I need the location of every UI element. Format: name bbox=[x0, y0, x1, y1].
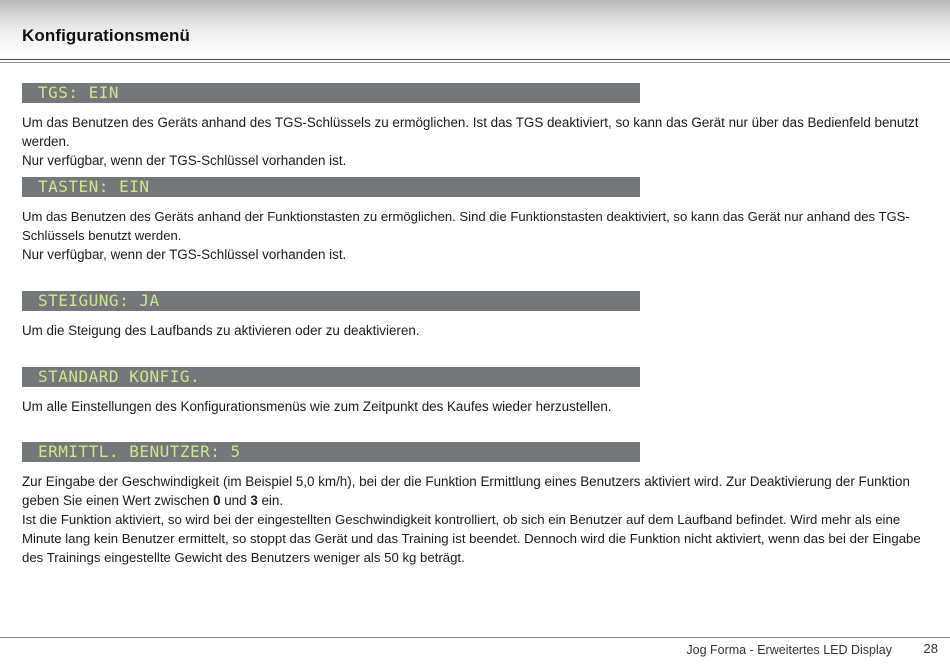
description-tgs bbox=[22, 113, 932, 170]
footer-divider bbox=[0, 637, 950, 638]
header-divider-secondary bbox=[0, 62, 950, 63]
lcd-display-tgs: TGS: EIN bbox=[22, 83, 640, 103]
text-segment: Zur Eingabe der Geschwindigkeit (im Beispiel 5,0 km/h), bei der die Funktion Ermittlung eines Benutzers aktiviert wird. Zur Deaktivierung der Funktion geben Sie einen Wert zwischen bbox=[22, 474, 910, 508]
description-tasten bbox=[22, 207, 932, 264]
description-ermittl-benutzer bbox=[22, 472, 932, 567]
description-standard-konfig bbox=[22, 397, 932, 416]
page-header bbox=[0, 0, 950, 60]
description-line: Um das Benutzen des Geräts anhand der Funktionstasten zu ermöglichen. Sind die Funktionstasten deaktiviert, so kann das Gerät nur anhand des TGS-Schlüssels benutzt werden. bbox=[22, 209, 910, 243]
description-steigung bbox=[22, 321, 932, 340]
lcd-display-ermittl-benutzer: ERMITTL. BENUTZER: 5 bbox=[22, 442, 640, 462]
description-line: Um alle Einstellungen des Konfigurationsmenüs wie zum Zeitpunkt des Kaufes wieder herzustellen. bbox=[22, 399, 612, 414]
bold-value-min: 0 bbox=[213, 493, 221, 508]
bold-value-max: 3 bbox=[250, 493, 258, 508]
lcd-display-tasten: TASTEN: EIN bbox=[22, 177, 640, 197]
text-segment: ein. bbox=[257, 493, 284, 508]
text-segment: und bbox=[220, 493, 251, 508]
description-line: Um das Benutzen des Geräts anhand des TGS-Schlüssels zu ermöglichen. Ist das TGS deaktiviert, so kann das Gerät nur über das Bedienfeld benutzt werden. bbox=[22, 115, 919, 149]
description-line bbox=[22, 472, 932, 510]
lcd-display-steigung: STEIGUNG: JA bbox=[22, 291, 640, 311]
page-title: Konfigurationsmenü bbox=[22, 26, 191, 45]
footer-document-title: Jog Forma - Erweitertes LED Display bbox=[686, 643, 892, 657]
page-number: 28 bbox=[923, 641, 938, 656]
lcd-display-standard-konfig: STANDARD KONFIG. bbox=[22, 367, 640, 387]
header-divider bbox=[0, 59, 950, 60]
description-line: Um die Steigung des Laufbands zu aktivieren oder zu deaktivieren. bbox=[22, 323, 420, 338]
description-line: Nur verfügbar, wenn der TGS-Schlüssel vorhanden ist. bbox=[22, 153, 347, 168]
description-line: Nur verfügbar, wenn der TGS-Schlüssel vorhanden ist. bbox=[22, 247, 347, 262]
description-line: Ist die Funktion aktiviert, so wird bei der eingestellten Geschwindigkeit kontrolliert, ob sich ein Benutzer auf dem Laufband befindet. Wird mehr als eine Minute lang kein Benutzer ermittelt, so stoppt das Gerät und das Training ist beendet. Dennoch wird die Funktion nicht aktiviert, wenn das bei der Eingabe des Trainings eingestellte Gewicht des Benutzers weniger als 50 kg beträgt. bbox=[22, 512, 921, 565]
